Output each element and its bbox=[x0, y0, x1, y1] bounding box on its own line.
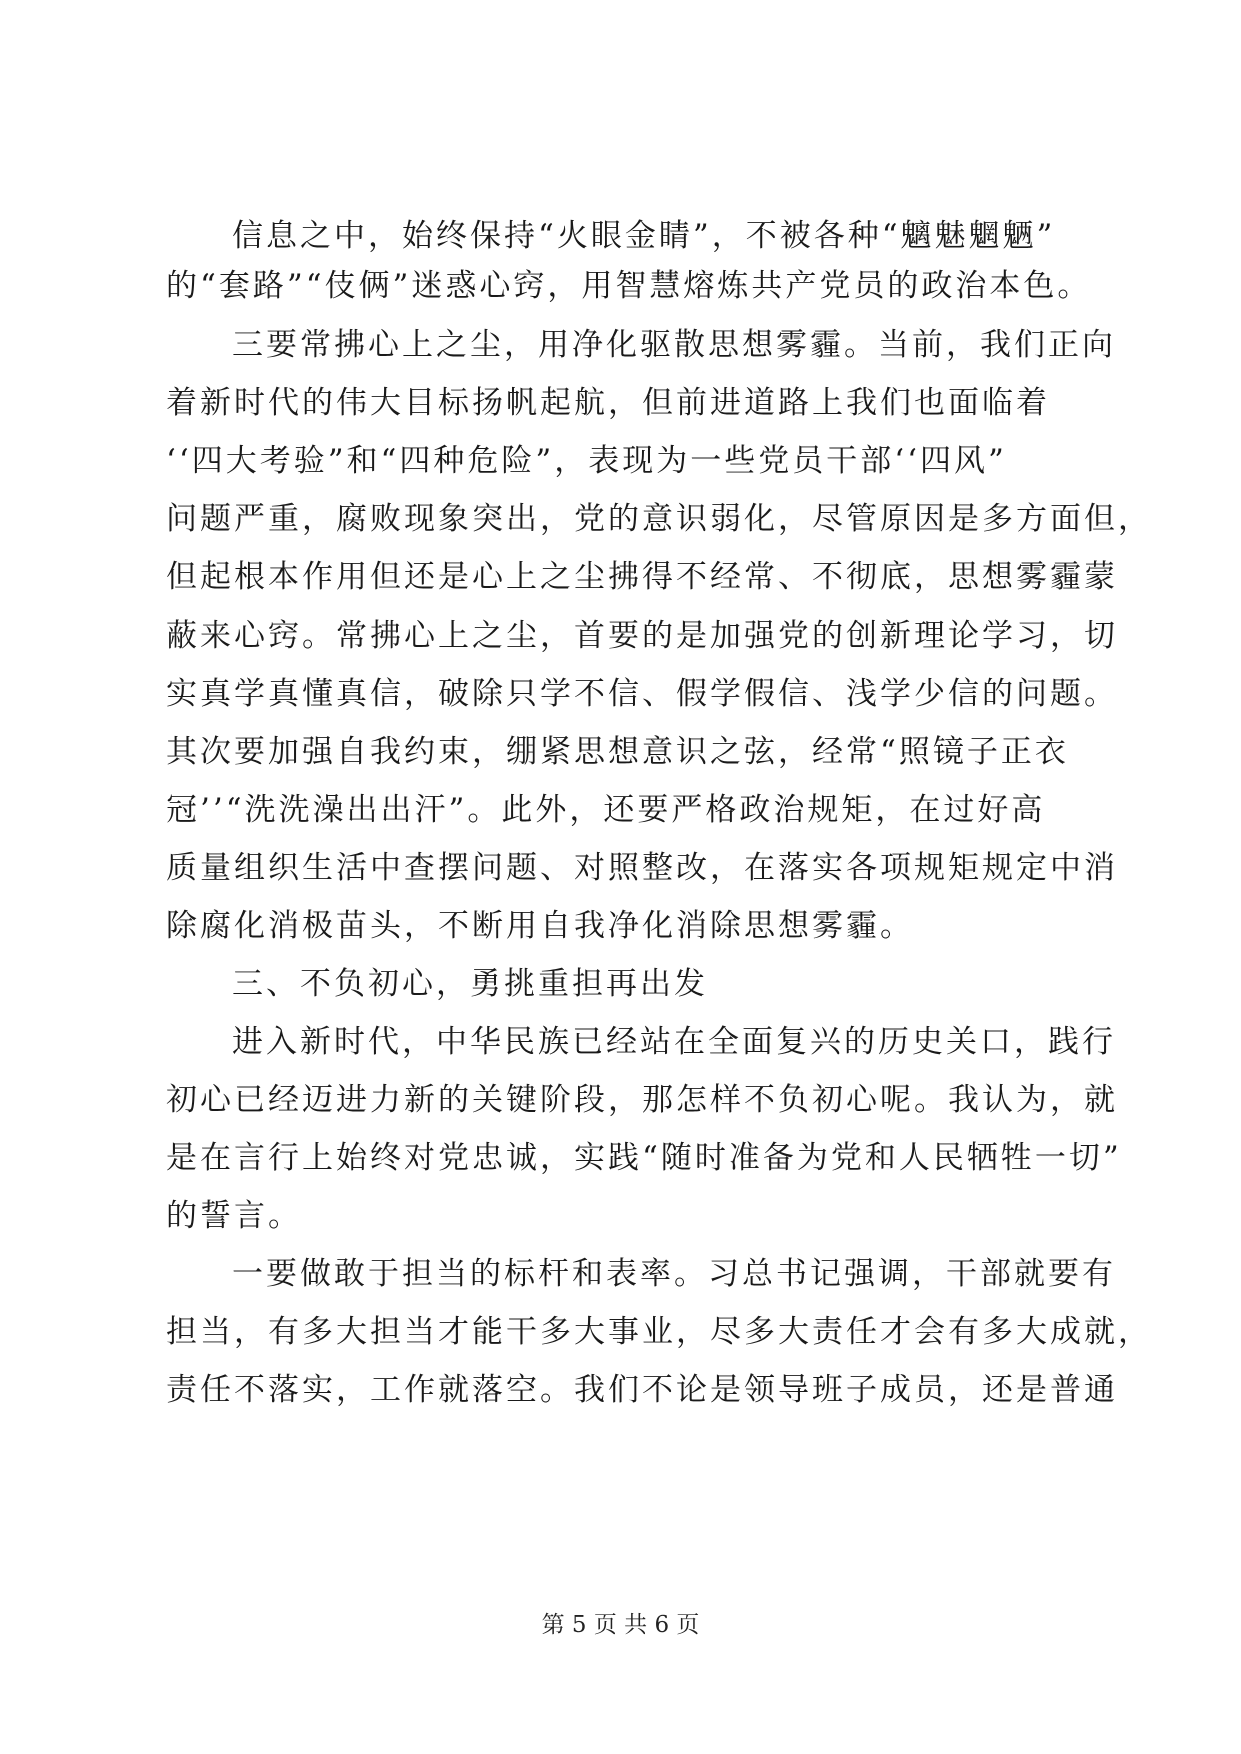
text-line: 蔽来心窍。常拂心上之尘，首要的是加强党的创新理论学习，切 bbox=[166, 618, 1118, 654]
text-line: 信息之中，始终保持“火眼金睛”，不被各种“魑魅魍魉” bbox=[232, 218, 1056, 254]
text-line: 是在言行上始终对党忠诚，实践“随时准备为党和人民牺牲一切” bbox=[166, 1140, 1122, 1176]
text-line: 实真学真懂真信，破除只学不信、假学假信、浅学少信的问题。 bbox=[166, 676, 1118, 712]
text-line: 三要常拂心上之尘，用净化驱散思想雾霾。当前，我们正向 bbox=[232, 327, 1116, 363]
section-heading: 三、不负初心，勇挑重担再出发 bbox=[232, 966, 708, 1002]
text-line: 质量组织生活中查摆问题、对照整改，在落实各项规矩规定中消 bbox=[166, 850, 1118, 886]
text-line: ‘‘四大考验”和“四种危险”，表现为一些党员干部‘‘四风” bbox=[166, 443, 1007, 479]
text-line: 问题严重，腐败现象突出，党的意识弱化，尽管原因是多方面但， bbox=[166, 501, 1152, 537]
text-line: 一要做敢于担当的标杆和表率。习总书记强调，干部就要有 bbox=[232, 1256, 1116, 1292]
text-line: 的誓言。 bbox=[166, 1198, 302, 1234]
text-line: 进入新时代，中华民族已经站在全面复兴的历史关口，践行 bbox=[232, 1024, 1116, 1060]
text-line: 着新时代的伟大目标扬帆起航，但前进道路上我们也面临着 bbox=[166, 385, 1050, 421]
text-line: 但起根本作用但还是心上之尘拂得不经常、不彻底，思想雾霾蒙 bbox=[166, 559, 1118, 595]
text-line: 其次要加强自我约束，绷紧思想意识之弦，经常“照镜子正衣 bbox=[166, 734, 1069, 770]
text-line: 责任不落实，工作就落空。我们不论是领导班子成员，还是普通 bbox=[166, 1372, 1118, 1408]
text-line: 的“套路”“伎俩”迷惑心窍，用智慧熔炼共产党员的政治本色。 bbox=[166, 268, 1092, 304]
text-line: 担当，有多大担当才能干多大事业，尽多大责任才会有多大成就， bbox=[166, 1314, 1152, 1350]
text-line: 冠’’“洗洗澡出出汗”。此外，还要严格政治规矩，在过好高 bbox=[166, 792, 1046, 828]
text-line: 除腐化消极苗头，不断用自我净化消除思想雾霾。 bbox=[166, 908, 914, 944]
page-footer: 第 5 页 共 6 页 bbox=[541, 1612, 700, 1638]
text-line: 初心已经迈进力新的关键阶段，那怎样不负初心呢。我认为，就 bbox=[166, 1082, 1118, 1118]
